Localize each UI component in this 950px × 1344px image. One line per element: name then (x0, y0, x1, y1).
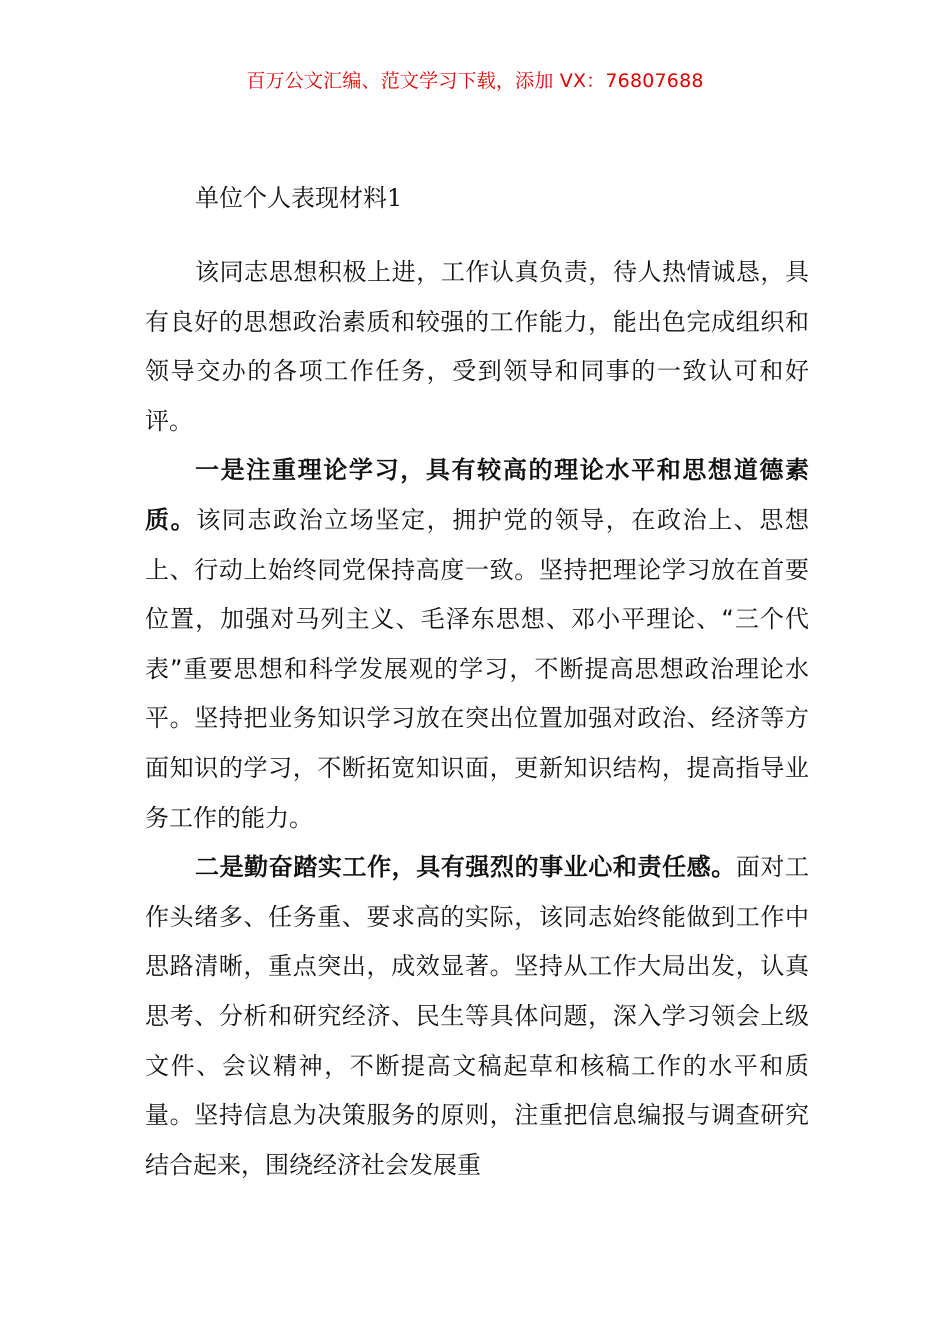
document-title-number: 1 (387, 184, 403, 212)
paragraph-text: 该同志政治立场坚定，拥护党的领导，在政治上、思想上、行动上始终同党保持高度一致。坚持把理论学习放在首要位置，加强对马列主义、毛泽东思想、邓小平理论、“三个代表”重要思想和科学发展观的学习，不断提高思想政治理论水平。坚持把业务知识学习放在突出位置加强对政治、经济等方面知识的学习，不断拓宽知识面，更新知识结构，提高指导业务工作的能力。 (145, 505, 810, 832)
paragraph-lead: 一是注重理论学习，具有较高的理论水平和思想道德素质。 (145, 456, 809, 534)
paragraph-text: 该同志思想积极上进，工作认真负责，待人热情诚恳，具有良好的思想政治素质和较强的工作能力，能出色完成组织和领导交办的各项工作任务，受到领导和同事的一致认可和好评。 (145, 258, 809, 435)
header-banner: 百万公文汇编、范文学习下载，添加 VX：76807688 (246, 70, 704, 92)
document-title-text: 单位个人表现材料 (195, 184, 387, 212)
paragraph-lead: 二是勤奋踏实工作，具有强烈的事业心和责任感。 (195, 853, 736, 882)
paragraph-text: 面对工作头绪多、任务重、要求高的实际，该同志始终能做到工作中思路清晰，重点突出，成效显著。坚持从工作大局出发，认真思考、分析和研究经济、民生等具体问题，深入学习领会上级文件、会议精神，不断提高文稿起草和核稿工作的水平和质量。坚持信息为决策服务的原则，注重把信息编报与调查研究结合起来，围绕经济社会发展重 (145, 853, 810, 1179)
paragraph-theory-study (145, 446, 809, 843)
paragraph-intro (145, 248, 809, 446)
document-body (145, 248, 809, 1190)
paragraph-diligent-work (145, 843, 809, 1190)
document-title (195, 180, 402, 216)
